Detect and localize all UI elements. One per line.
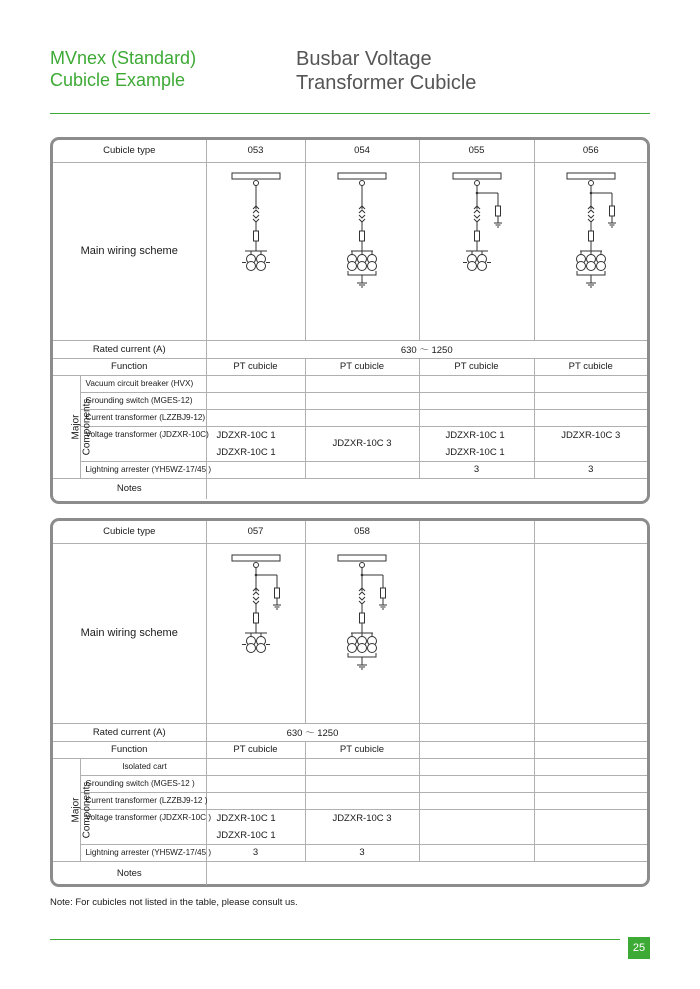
arrester-056: 3	[534, 461, 647, 478]
component-current-transformer: Current transformer (LZZBJ9-12 )	[80, 792, 206, 809]
wiring-058	[305, 543, 419, 723]
major-label-line1: Major	[70, 413, 82, 440]
major-components-label	[53, 375, 93, 478]
cubicle-type-label: Cubicle type	[53, 140, 206, 162]
arrester-empty-2	[534, 844, 647, 861]
cubicle-type-empty-1	[419, 521, 534, 543]
cubicle-type-053: 053	[206, 140, 305, 162]
major-label-line1: Major	[70, 796, 82, 823]
rated-current-label: Rated current (A)	[53, 340, 206, 358]
function-053: PT cubicle	[206, 358, 305, 375]
page-title	[296, 47, 476, 95]
header-divider	[50, 113, 650, 114]
function-056: PT cubicle	[534, 358, 647, 375]
component-grounding-switch: Grounding switch (MGES-12)	[80, 392, 206, 409]
vt-055	[419, 426, 534, 461]
vt-055-line1: JDZXR-10C 1	[445, 429, 505, 441]
wiring-053	[206, 162, 305, 340]
component-grounding-switch: Grounding switch (MGES-12 )	[80, 775, 206, 792]
vt-054: JDZXR-10C 3	[305, 426, 419, 461]
major-components-label	[53, 758, 93, 861]
cubicle-type-empty-2	[534, 521, 647, 543]
vt-058: JDZXR-10C 3	[305, 809, 419, 844]
cubicle-type-label: Cubicle type	[53, 521, 206, 543]
vt-053-line2: JDZXR-10C 1	[216, 446, 276, 458]
component-voltage-transformer: Voltage transformer (JDZXR-10C )	[80, 809, 206, 844]
arrester-053	[206, 461, 305, 478]
vt-053-line1: JDZXR-10C 1	[216, 429, 276, 441]
component-vcb: Vacuum circuit breaker (HVX)	[80, 375, 206, 392]
notes-value	[206, 861, 647, 885]
wiring-057	[206, 543, 305, 723]
component-voltage-transformer: Voltage transformer (JDZXR-10C)	[80, 426, 206, 461]
arrester-055: 3	[419, 461, 534, 478]
wiring-054	[305, 162, 419, 340]
major-label-line2: Components	[81, 398, 93, 455]
section-title-line2: Cubicle Example	[50, 70, 186, 90]
cubicle-table-2	[50, 518, 650, 887]
vt-053	[206, 426, 305, 461]
component-current-transformer: Current transformer (LZZBJ9-12)	[80, 409, 206, 426]
vt-056: JDZXR-10C 3	[534, 426, 647, 461]
section-title-line1: MVnex (Standard)	[50, 48, 197, 68]
wiring-056	[534, 162, 647, 340]
function-058: PT cubicle	[305, 741, 419, 758]
function-empty-2	[534, 741, 647, 758]
arrester-empty-1	[419, 844, 534, 861]
cubicle-type-054: 054	[305, 140, 419, 162]
function-054: PT cubicle	[305, 358, 419, 375]
cubicle-type-055: 055	[419, 140, 534, 162]
vt-055-line2: JDZXR-10C 1	[445, 446, 505, 458]
main-wiring-label: Main wiring scheme	[53, 543, 206, 723]
wiring-diagram-056	[556, 166, 626, 336]
cubicle-type-056: 056	[534, 140, 647, 162]
page-number: 25	[628, 937, 650, 959]
component-isolated-cart: Isolated cart	[80, 758, 206, 775]
main-wiring-label: Main wiring scheme	[53, 162, 206, 340]
wiring-diagram-053	[221, 166, 291, 336]
section-title	[50, 47, 196, 91]
vt-057-line2: JDZXR-10C 1	[216, 829, 276, 841]
vt-057-line1: JDZXR-10C 1	[216, 812, 276, 824]
wiring-diagram-054	[327, 166, 397, 336]
rated-current-value: 630 ～ 1250	[206, 340, 647, 358]
cubicle-table-1	[50, 137, 650, 504]
function-057: PT cubicle	[206, 741, 305, 758]
function-empty-1	[419, 741, 534, 758]
component-lightning-arrester: Lightning arrester (YH5WZ-17/45 )	[80, 844, 206, 861]
footer-divider	[50, 939, 620, 940]
wiring-055	[419, 162, 534, 340]
footer-note: Note: For cubicles not listed in the table, please consult us.	[50, 897, 298, 908]
notes-label: Notes	[53, 478, 206, 499]
function-label: Function	[53, 358, 206, 375]
function-055: PT cubicle	[419, 358, 534, 375]
major-label-line2: Components	[81, 781, 93, 838]
cubicle-type-058: 058	[305, 521, 419, 543]
arrester-054	[305, 461, 419, 478]
page-title-line1: Busbar Voltage	[296, 48, 432, 70]
function-label: Function	[53, 741, 206, 758]
component-lightning-arrester: Lightning arrester (YH5WZ-17/45 )	[80, 461, 206, 478]
vt-057	[206, 809, 305, 844]
page-title-line2: Transformer Cubicle	[296, 72, 477, 94]
wiring-diagram-058	[327, 548, 397, 718]
arrester-058: 3	[305, 844, 419, 861]
cubicle-type-057: 057	[206, 521, 305, 543]
rated-current-value: 630 ～ 1250	[206, 723, 419, 741]
notes-value	[206, 478, 647, 499]
notes-label: Notes	[53, 861, 206, 885]
wiring-diagram-055	[442, 166, 512, 336]
wiring-diagram-057	[221, 548, 291, 718]
arrester-057: 3	[206, 844, 305, 861]
rated-current-label: Rated current (A)	[53, 723, 206, 741]
